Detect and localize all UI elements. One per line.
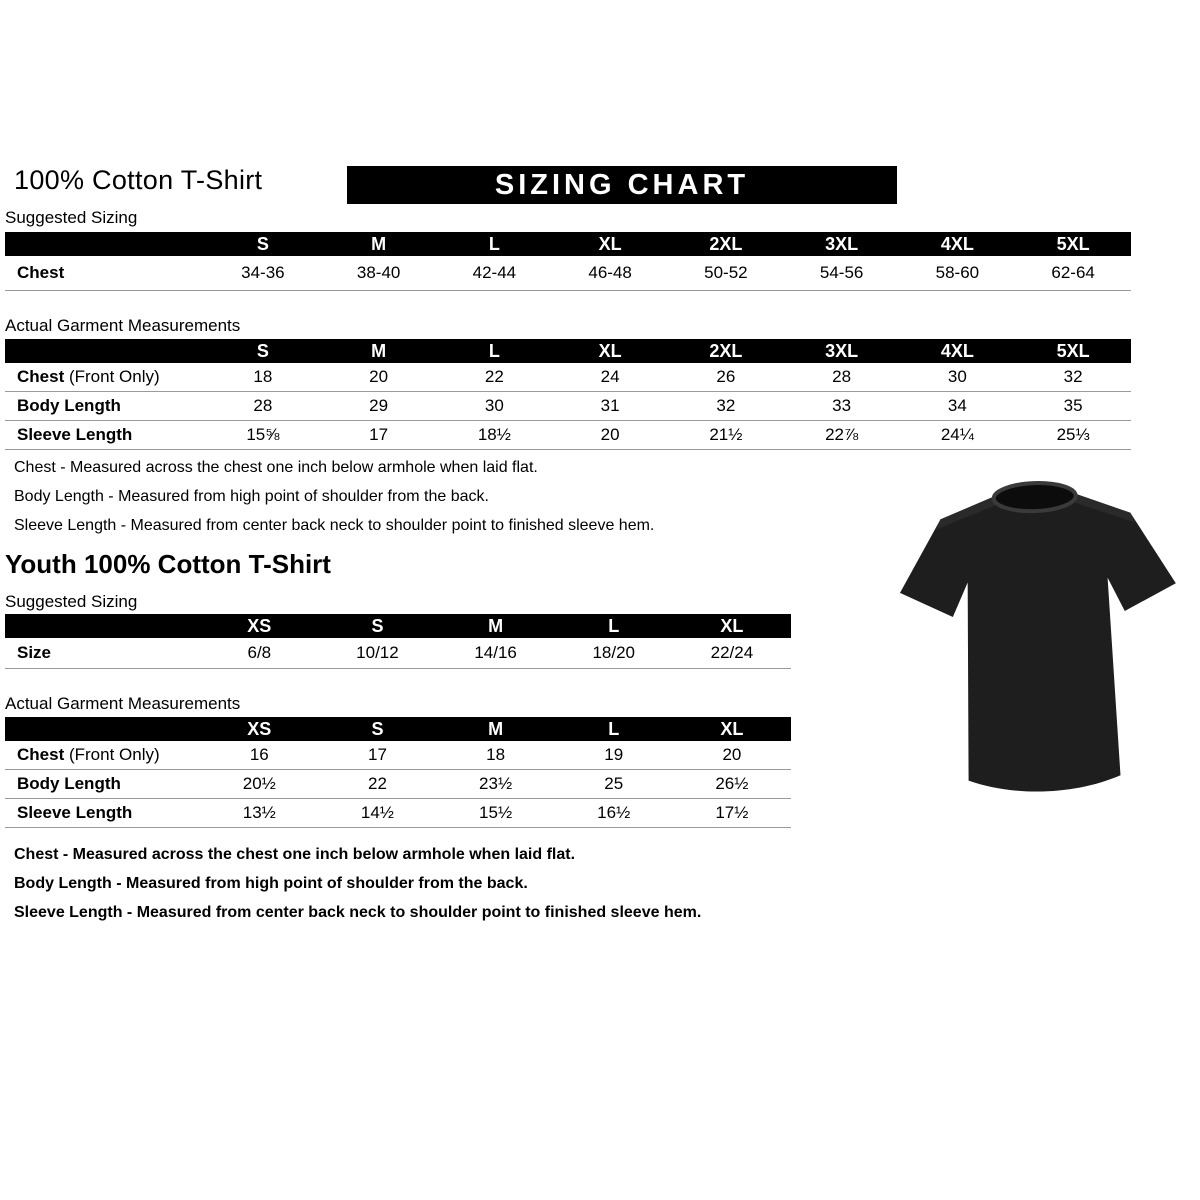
measurement-cell: 17½ [673,799,791,828]
youth-suggested-sizing-table [5,614,791,669]
measurement-cell: 34 [900,392,1016,421]
size-column-header: S [205,232,321,256]
row-label: Body Length [17,396,121,415]
table-header-row [5,717,791,741]
row-label: Size [17,643,52,662]
tshirt-graphic [884,465,1196,831]
size-column-header: 2XL [668,232,784,256]
tshirt-body [897,489,1183,796]
adult-suggested-sizing-label: Suggested Sizing [5,208,138,227]
measurement-cell: 18½ [437,421,553,450]
table-row [5,741,791,770]
row-label-cell [5,770,200,799]
measurement-cell: 21½ [668,421,784,450]
table-corner-cell [5,614,200,638]
table-corner-cell [5,717,200,741]
youth-actual-measurements-table [5,717,791,828]
size-column-header: 2XL [668,339,784,363]
size-column-header: 3XL [784,339,900,363]
youth-measurement-notes [14,845,701,932]
tshirt-collar [993,482,1076,513]
note-line: Sleeve Length - Measured from center back neck to shoulder point to finished sleeve hem. [14,904,702,921]
size-column-header: M [437,717,555,741]
measurement-cell: 22 [318,770,436,799]
size-column-header: L [555,717,673,741]
row-label: Sleeve Length [17,425,133,444]
youth-suggested-sizing-label: Suggested Sizing [5,592,138,611]
youth-actual-measurements-label: Actual Garment Measurements [5,694,241,713]
note-line: Chest - Measured across the chest one inch below armhole when laid flat. [14,846,576,863]
size-column-header: XS [200,717,318,741]
measurement-cell: 54-56 [784,256,900,291]
table-row [5,638,791,669]
measurement-cell: 18 [205,363,321,392]
table-row [5,770,791,799]
adult-section-title: 100% Cotton T-Shirt [14,165,263,195]
table-row [5,363,1131,392]
measurement-cell: 29 [321,392,437,421]
measurement-cell: 20 [321,363,437,392]
measurement-cell: 17 [321,421,437,450]
measurement-cell: 16 [200,741,318,770]
measurement-cell: 32 [1015,363,1131,392]
measurement-cell: 34-36 [205,256,321,291]
size-column-header: XS [200,614,318,638]
measurement-cell: 18/20 [555,638,673,669]
measurement-cell: 25⅓ [1015,421,1131,450]
size-column-header: M [437,614,555,638]
adult-suggested-sizing-table [5,232,1131,291]
measurement-cell: 50-52 [668,256,784,291]
row-label-suffix: (Front Only) [64,745,160,764]
size-column-header: 5XL [1015,232,1131,256]
measurement-cell: 25 [555,770,673,799]
measurement-cell: 14½ [318,799,436,828]
row-label-suffix: (Front Only) [64,367,160,386]
measurement-cell: 19 [555,741,673,770]
measurement-cell: 17 [318,741,436,770]
size-column-header: 4XL [900,339,1016,363]
measurement-cell: 22 [437,363,553,392]
measurement-cell: 18 [437,741,555,770]
table-row [5,392,1131,421]
measurement-cell: 26 [668,363,784,392]
measurement-cell: 22⅞ [784,421,900,450]
note-line: Body Length - Measured from high point of shoulder from the back. [14,488,489,505]
size-column-header: 5XL [1015,339,1131,363]
note-line: Body Length - Measured from high point of shoulder from the back. [14,875,528,892]
measurement-cell: 20½ [200,770,318,799]
row-label-cell [5,741,200,770]
size-column-header: M [321,339,437,363]
row-label-cell [5,363,205,392]
size-column-header: XL [673,717,791,741]
table-header-row [5,232,1131,256]
row-label-cell [5,256,205,291]
table-corner-cell [5,339,205,363]
row-label: Sleeve Length [17,803,133,822]
tshirt-image [884,465,1196,831]
row-label: Chest [17,367,65,386]
row-label: Chest [17,263,65,282]
measurement-cell: 20 [673,741,791,770]
measurement-cell: 24 [552,363,668,392]
size-column-header: 3XL [784,232,900,256]
measurement-cell: 15½ [437,799,555,828]
row-label-cell [5,638,200,669]
row-label-cell [5,799,200,828]
measurement-cell: 58-60 [900,256,1016,291]
measurement-cell: 22/24 [673,638,791,669]
size-column-header: L [437,232,553,256]
table-row [5,256,1131,291]
measurement-cell: 16½ [555,799,673,828]
table-row [5,799,791,828]
measurement-cell: 46-48 [552,256,668,291]
measurement-cell: 20 [552,421,668,450]
measurement-cell: 28 [784,363,900,392]
table-row [5,421,1131,450]
adult-actual-measurements-label: Actual Garment Measurements [5,316,241,335]
measurement-cell: 38-40 [321,256,437,291]
measurement-cell: 30 [437,392,553,421]
note-line: Sleeve Length - Measured from center back neck to shoulder point to finished sleeve hem. [14,517,655,534]
measurement-cell: 42-44 [437,256,553,291]
note-line: Chest - Measured across the chest one inch below armhole when laid flat. [14,459,538,476]
adult-actual-measurements-table [5,339,1131,450]
measurement-cell: 28 [205,392,321,421]
size-column-header: S [205,339,321,363]
measurement-cell: 23½ [437,770,555,799]
size-column-header: XL [552,232,668,256]
youth-section-title: Youth 100% Cotton T-Shirt [5,549,331,579]
measurement-cell: 35 [1015,392,1131,421]
measurement-cell: 24¼ [900,421,1016,450]
sizing-chart-banner: SIZING CHART [347,166,897,204]
measurement-cell: 13½ [200,799,318,828]
size-column-header: 4XL [900,232,1016,256]
row-label: Body Length [17,774,121,793]
measurement-cell: 26½ [673,770,791,799]
size-column-header: L [437,339,553,363]
size-column-header: M [321,232,437,256]
size-column-header: S [318,614,436,638]
size-column-header: L [555,614,673,638]
size-column-header: S [318,717,436,741]
table-header-row [5,614,791,638]
size-column-header: XL [673,614,791,638]
adult-measurement-notes [14,458,654,545]
measurement-cell: 14/16 [437,638,555,669]
measurement-cell: 33 [784,392,900,421]
size-column-header: XL [552,339,668,363]
measurement-cell: 31 [552,392,668,421]
measurement-cell: 15⅝ [205,421,321,450]
measurement-cell: 30 [900,363,1016,392]
row-label-cell [5,392,205,421]
row-label: Chest [17,745,65,764]
table-corner-cell [5,232,205,256]
measurement-cell: 62-64 [1015,256,1131,291]
measurement-cell: 32 [668,392,784,421]
table-header-row [5,339,1131,363]
measurement-cell: 10/12 [318,638,436,669]
row-label-cell [5,421,205,450]
measurement-cell: 6/8 [200,638,318,669]
